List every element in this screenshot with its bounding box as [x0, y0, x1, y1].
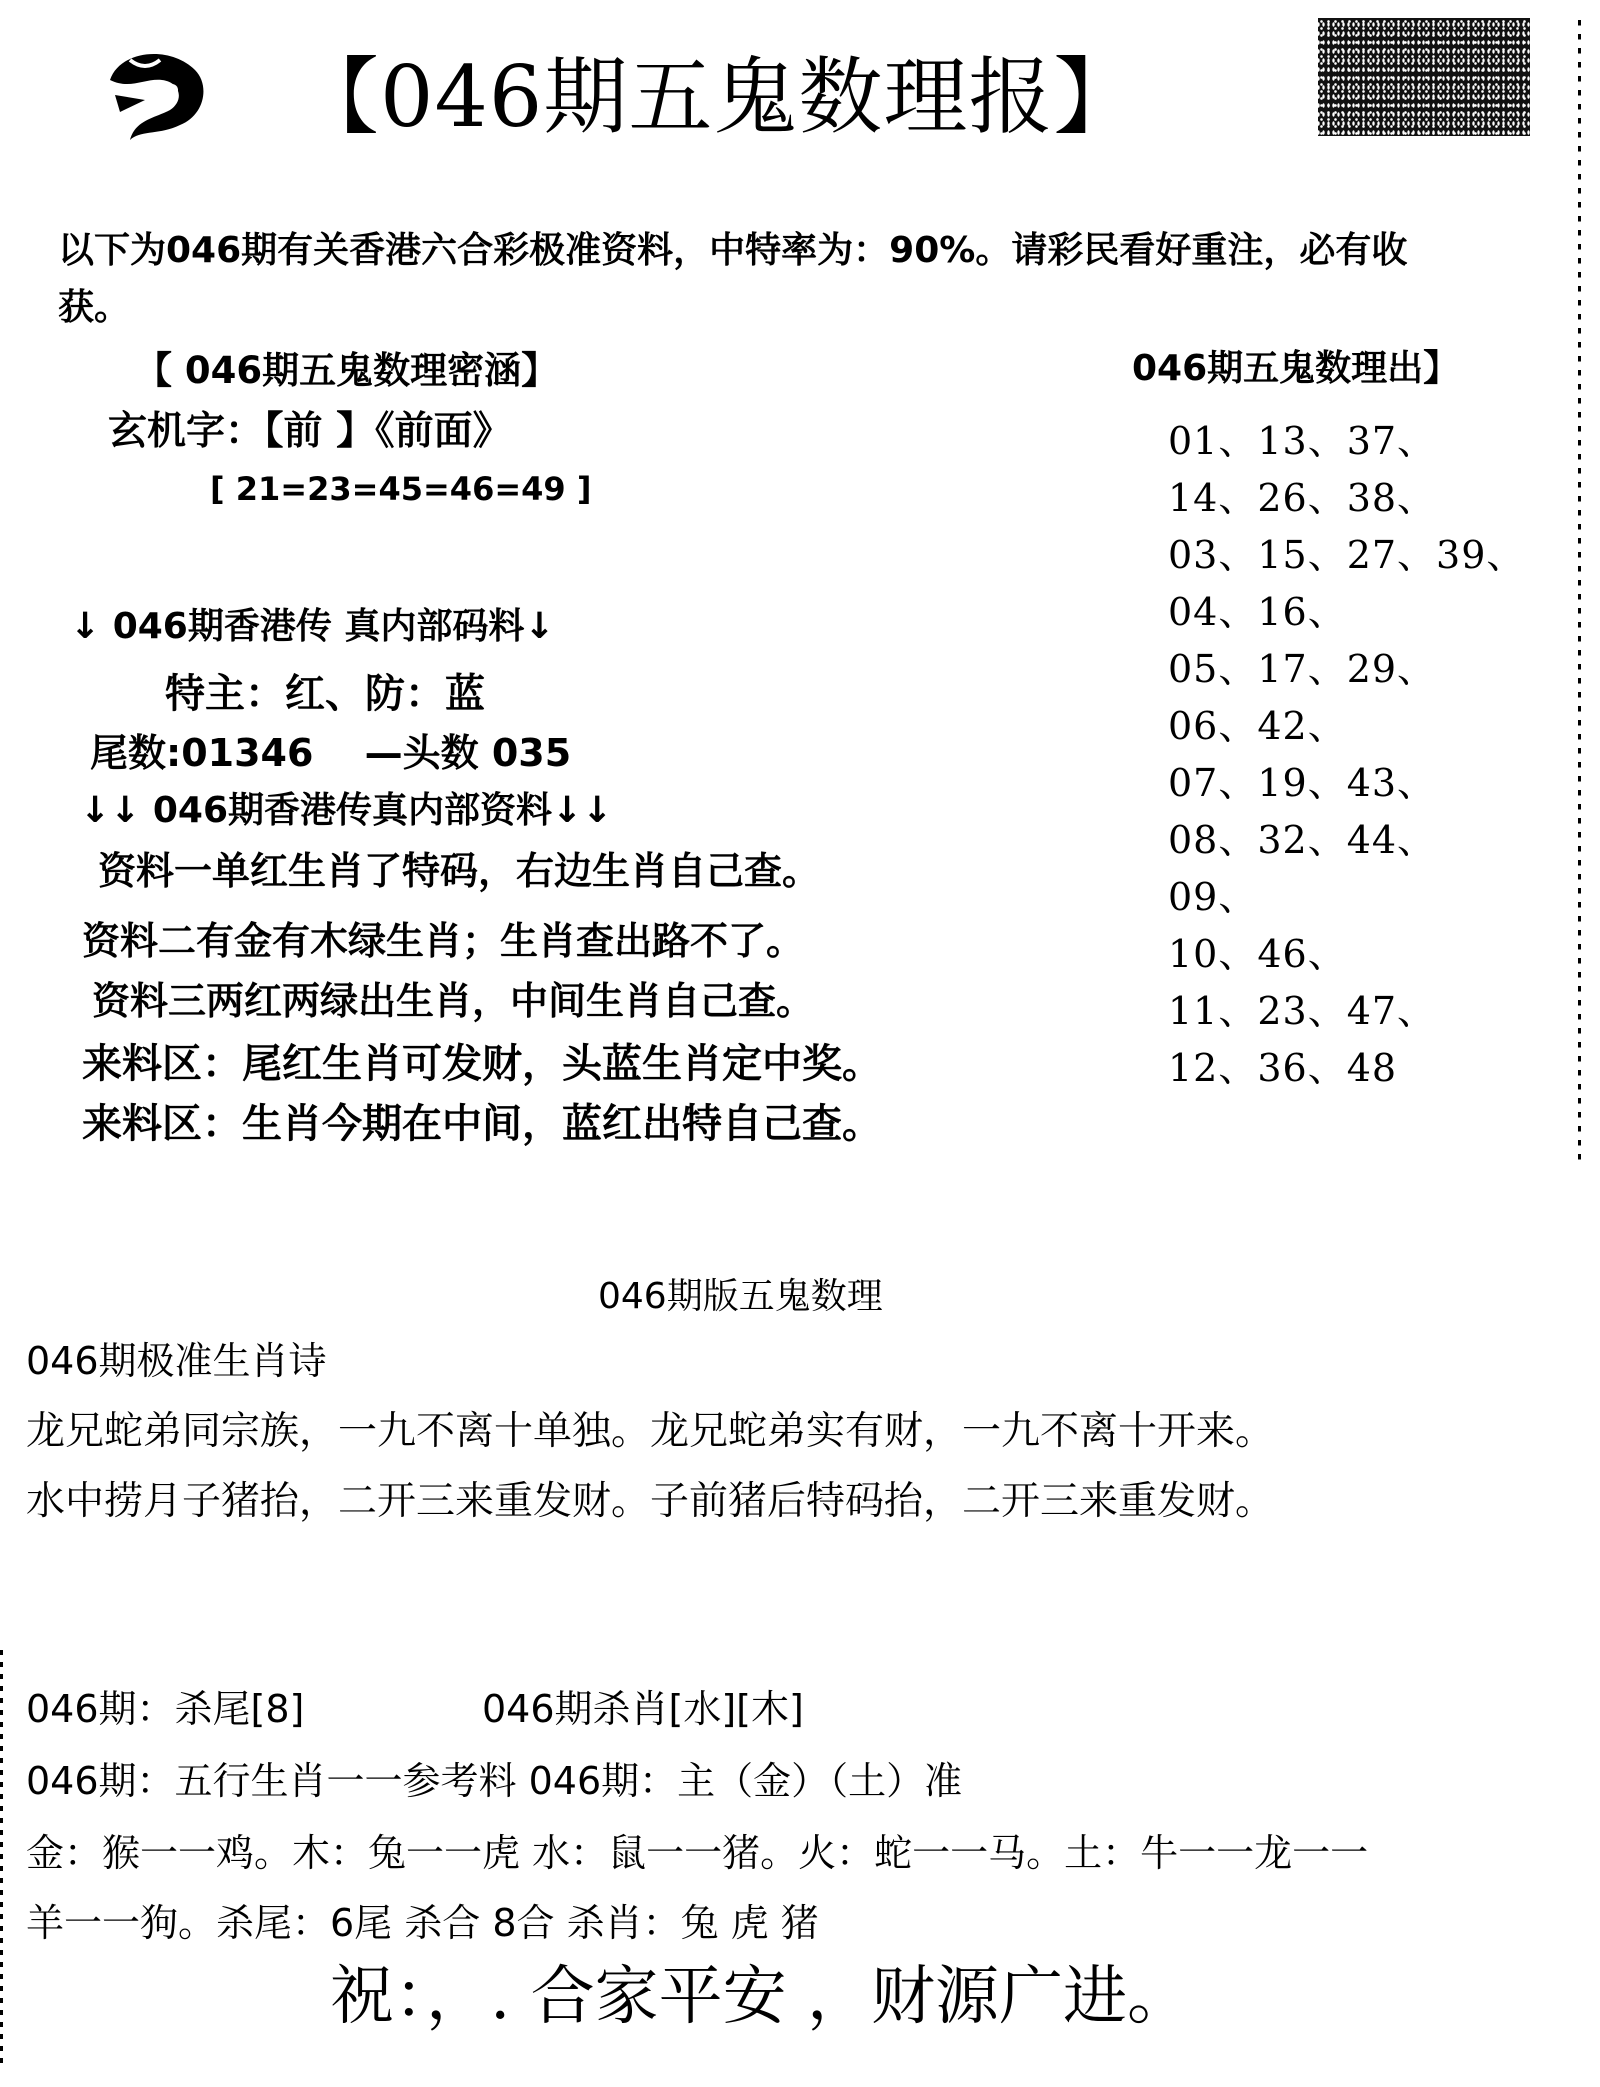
blessing-text: 祝：，. 合家平安 ，财源广进。: [330, 1960, 1192, 2034]
number-row: 03、15、27、39、: [1168, 533, 1526, 577]
kill-zodiac: 046期杀肖[水][木]: [482, 1687, 804, 1731]
numbers-heading: 046期五鬼数理出】: [1132, 348, 1460, 389]
number-row: 06、42、: [1168, 704, 1347, 748]
weishu-text: 尾数:01346 —头数 035: [90, 731, 572, 775]
page-title: 【046期五鬼数理报】: [295, 48, 1139, 146]
poem-subtitle: 046期版五鬼数理: [598, 1276, 883, 1317]
poem-line-2: 水中捞月子猪抬，二开三来重发财。子前猪后特码抬，二开三来重发财。: [26, 1479, 1275, 1524]
intro-line-2: 获。: [58, 287, 131, 328]
number-row: 11、23、47、: [1168, 989, 1437, 1033]
ziliao-3: 资料三两红两绿出生肖，中间生肖自己查。: [92, 979, 815, 1023]
tezhu-text: 特主：红、防：蓝: [165, 671, 485, 717]
ziliao-1: 资料一单红生肖了特码，右边生肖自己查。: [98, 849, 821, 893]
secret-numbers: [ 21=23=45=46=49 ]: [210, 470, 592, 508]
number-row: 09、: [1168, 875, 1258, 919]
laoliao-1: 来料区：尾红生肖可发财，头蓝生肖定中奖。: [82, 1041, 882, 1087]
intro-line-1: 以下为046期有关香港六合彩极准资料，中特率为：90%。请彩民看好重注，必有收: [58, 230, 1408, 271]
number-row: 07、19、43、: [1168, 761, 1437, 805]
number-row: 01、13、37、: [1168, 419, 1437, 463]
number-row: 04、16、: [1168, 590, 1347, 634]
kill-tail: 046期：杀尾[8]: [26, 1687, 305, 1731]
ziliao-2: 资料二有金有木绿生肖；生肖查出路不了。: [82, 919, 805, 963]
inside-heading-1: ↓ 046期香港传 真内部码料↓: [70, 606, 555, 647]
elements-line-2: 羊一一狗。杀尾：6尾 杀合 8合 杀肖：兔 虎 猪: [26, 1901, 819, 1945]
wuxing-line: 046期：五行生肖一一参考料 046期：主（金）（土）准: [26, 1759, 963, 1803]
number-row: 08、32、44、: [1168, 818, 1437, 862]
inside-heading-2: ↓↓ 046期香港传真内部资料↓↓: [80, 790, 613, 831]
ghost-logo-icon: [100, 40, 215, 155]
qr-code-icon: [1318, 18, 1530, 136]
number-row: 05、17、29、: [1168, 647, 1437, 691]
scan-edge-divider: [1578, 20, 1581, 1160]
scan-edge-divider-left: [0, 1650, 3, 2070]
xuanji-text: 玄机字：【前 】《前面》: [108, 409, 512, 454]
secret-heading: 【 046期五鬼数理密涵】: [135, 349, 559, 392]
number-row: 14、26、38、: [1168, 476, 1437, 520]
number-row: 12、36、48: [1168, 1046, 1398, 1090]
elements-line-1: 金：猴一一鸡。木：兔一一虎 水：鼠一一猪。火：蛇一一马。土：牛一一龙一一: [26, 1831, 1369, 1875]
number-row: 10、46、: [1168, 932, 1347, 976]
poem-heading: 046期极准生肖诗: [26, 1339, 327, 1383]
laoliao-2: 来料区：生肖今期在中间，蓝红出特自己查。: [82, 1101, 882, 1147]
poem-line-1: 龙兄蛇弟同宗族，一九不离十单独。龙兄蛇弟实有财，一九不离十开来。: [26, 1409, 1275, 1454]
